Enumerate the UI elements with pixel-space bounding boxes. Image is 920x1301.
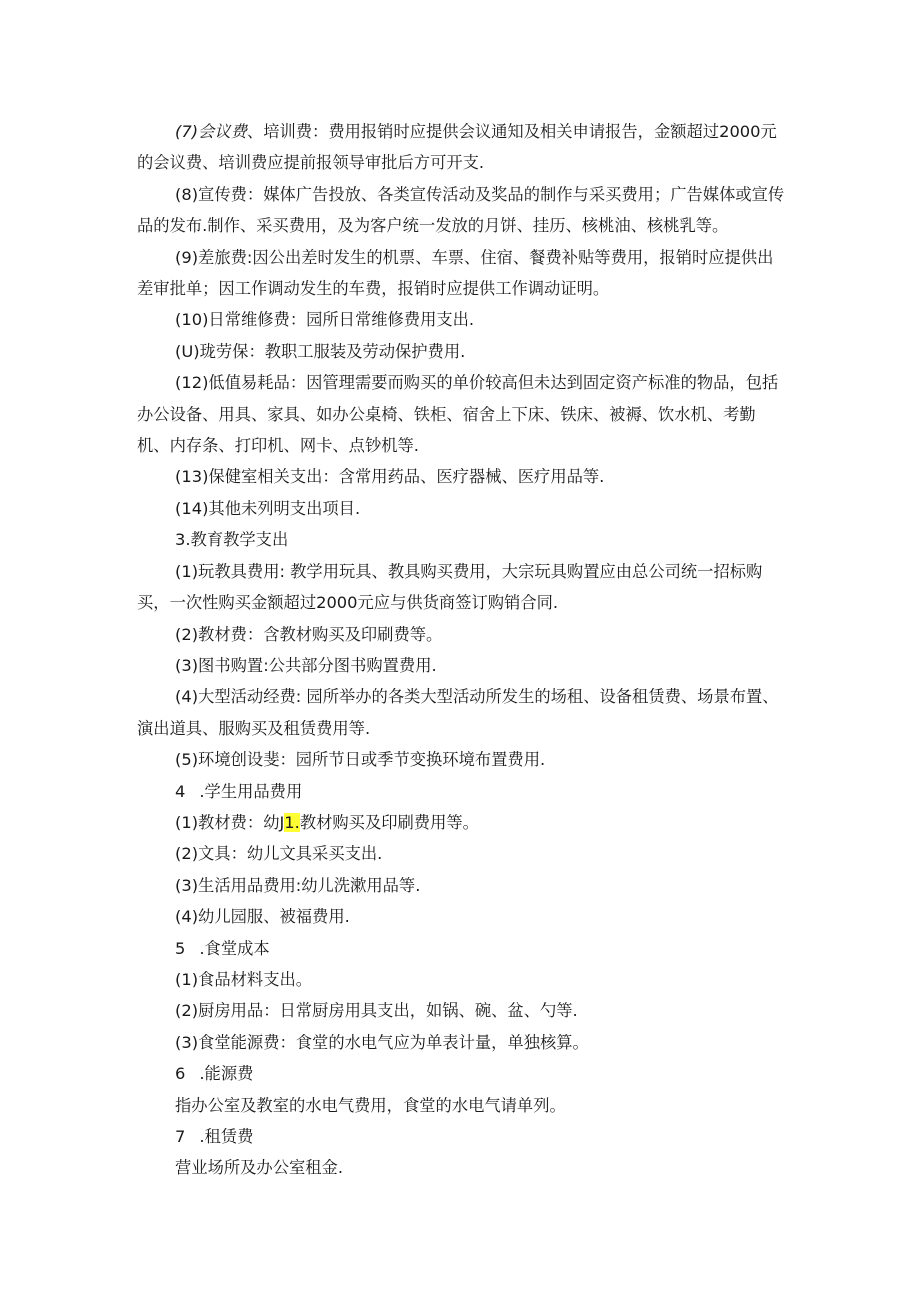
paragraph-stationery: (2)文具：幼儿文具采买支出. bbox=[175, 844, 383, 864]
paragraph-energy-desc: 指办公室及教室的水电气费用，食堂的水电气请单列。 bbox=[175, 1095, 566, 1115]
paragraph-meeting-fee bbox=[137, 116, 787, 179]
paragraph-food-material: (1)食品材料支出。 bbox=[175, 969, 313, 989]
heading-text: .学生用品费用 bbox=[199, 781, 303, 801]
heading-canteen-cost bbox=[137, 933, 787, 964]
heading-number: 7 bbox=[175, 1127, 186, 1146]
heading-text: .租赁费 bbox=[199, 1127, 254, 1146]
paragraph-clinic-expense: (13)保健室相关支出：含常用药品、医疗器械、医疗用品等. bbox=[175, 467, 605, 487]
paragraph-maintenance-fee: (10)日常维修费：园所日常维修费用支出. bbox=[175, 310, 475, 330]
heading-education-expense: 3.教育教学支出 bbox=[175, 530, 289, 550]
meeting-fee-text: 、培训费：费用报销时应提供会议通知及相关申请报告，金额超过2000元的会议费、培训费应提前报领导审批后方可开支. bbox=[137, 122, 777, 173]
document-body bbox=[137, 116, 787, 1184]
paragraph-toys-fee: (1)玩教具费用: 教学用玩具、教具购买费用，大宗玩具购置应由总公司统一招标购买，一次性购买金额超过2000元应与供货商签订购销合同. bbox=[137, 561, 763, 613]
paragraph-daily-supplies: (3)生活用品费用:幼儿洗漱用品等. bbox=[175, 875, 421, 895]
paragraph-kitchen-supplies: (2)厨房用品：日常厨房用具支出，如锅、碗、盆、勺等. bbox=[175, 1001, 578, 1021]
heading-student-supplies bbox=[137, 776, 787, 807]
student-material-pre: (1)教材费：幼J bbox=[175, 812, 285, 832]
paragraph-environment-fee: (5)环境创设斐：园所节日或季节变换环境布置费用. bbox=[175, 750, 546, 770]
paragraph-event-fund: (4)大型活动经费: 园所举办的各类大型活动所发生的场租、设备租赁费、场景布置、演出道具、服购买及租赁费用等. bbox=[137, 687, 779, 738]
paragraph-other-expense: (14)其他未列明支出项目. bbox=[175, 498, 361, 518]
paragraph-uniform-bedding: (4)幼儿园服、被福费用. bbox=[175, 907, 350, 927]
meeting-fee-lead: (7)会议费 bbox=[175, 122, 247, 141]
heading-text: .食堂成本 bbox=[199, 938, 270, 958]
heading-number: 4 bbox=[175, 781, 186, 801]
paragraph-rent-desc: 营业场所及办公室租金. bbox=[175, 1158, 343, 1178]
paragraph-canteen-energy: (3)食堂能源费：食堂的水电气应为单表计量，单独核算。 bbox=[175, 1032, 589, 1052]
heading-text: .能源费 bbox=[199, 1064, 254, 1084]
paragraph-labor-protection: (U)珑劳保：教职工服装及劳动保护费用. bbox=[175, 341, 466, 361]
highlighted-text: 1. bbox=[284, 812, 300, 832]
paragraph-student-material-fee bbox=[137, 807, 787, 838]
paragraph-travel-fee: (9)差旅费:因公出差时发生的机票、车票、住宿、餐费补贴等费用，报销时应提供出差审批单；因工作调动发生的车费，报销时应提供工作调动证明。 bbox=[137, 247, 774, 299]
paragraph-consumables: (12)低值易耗品：因管理需要而购买的单价较高但未达到固定资产标准的物品，包括办公设备、用具、家具、如办公桌椅、铁柜、宿舍上下床、铁床、被褥、饮水机、考勤机、内存条、打印机、网卡、点钞机等. bbox=[137, 373, 779, 456]
paragraph-book-purchase: (3)图书购置:公共部分图书购置费用. bbox=[175, 655, 437, 675]
paragraph-publicity-fee: (8)宣传费：媒体广告投放、各类宣传活动及奖品的制作与采买费用；广告媒体或宣传品的发布.制作、采买费用，及为客户统一发放的月饼、挂历、核桃油、核桃乳等。 bbox=[137, 184, 785, 236]
paragraph-teaching-material-fee: (2)教材费：含教材购买及印刷费等。 bbox=[175, 624, 443, 644]
heading-number: 6 bbox=[175, 1064, 186, 1084]
heading-number: 5 bbox=[175, 938, 186, 958]
student-material-post: 教材购买及印刷费用等。 bbox=[299, 812, 479, 832]
heading-energy-fee bbox=[137, 1058, 787, 1089]
heading-rent-fee bbox=[137, 1121, 787, 1152]
